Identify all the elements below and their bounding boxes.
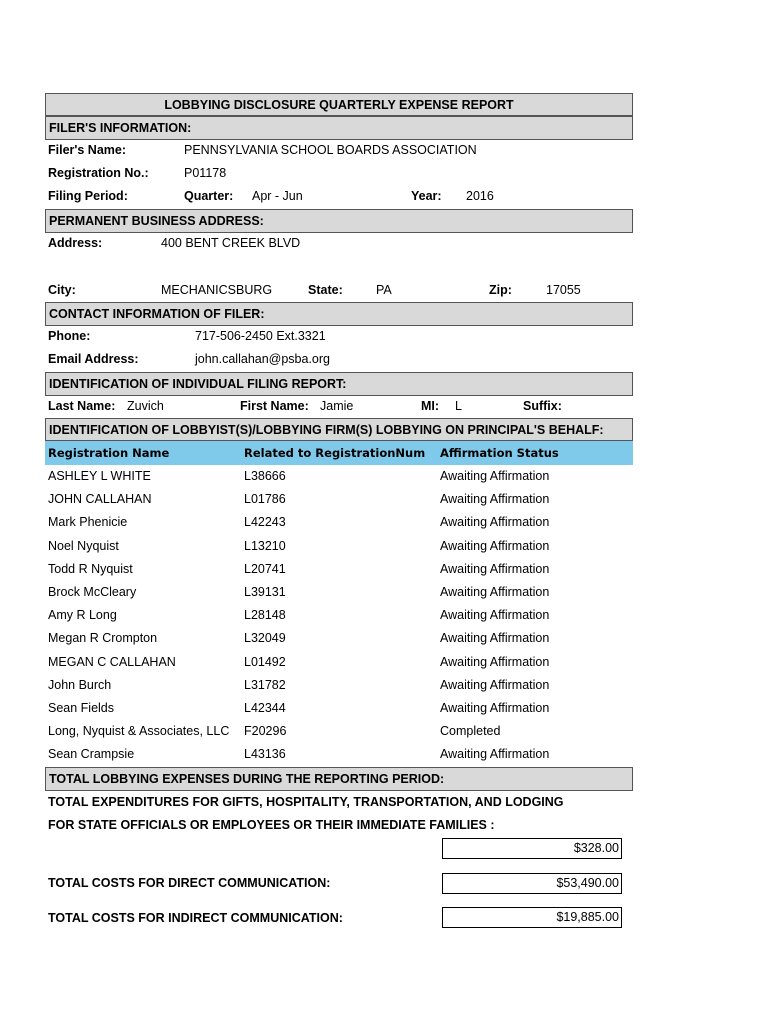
registration-name-cell: Amy R Long [48, 608, 117, 623]
registration-name-cell: Sean Fields [48, 701, 115, 715]
registration-value: P01178 [184, 166, 227, 180]
filer-info-heading-text: FILER'S INFORMATION: [49, 121, 192, 135]
quarter-value: Apr - Jun [252, 189, 303, 203]
state-value: PA [376, 283, 392, 297]
address-label: Address: [48, 236, 103, 250]
affirmation-status-cell: Awaiting Affirmation [440, 608, 550, 623]
table-row [45, 743, 633, 766]
filing-period-label: Filing Period: [48, 189, 128, 203]
contact-heading-text: CONTACT INFORMATION OF FILER: [49, 307, 265, 321]
individual-heading [45, 372, 633, 396]
affirmation-status-cell: Awaiting Affirmation [440, 469, 550, 483]
affirmation-status-cell: Awaiting Affirmation [440, 654, 550, 669]
indirect-communication-amount-field: $19,885.00 [442, 907, 622, 928]
table-row [45, 465, 633, 488]
registration-num-cell: L01492 [244, 654, 286, 669]
mi-label: MI: [421, 399, 440, 413]
registration-name-cell: Brock McCleary [48, 585, 137, 599]
address-heading-text: PERMANENT BUSINESS ADDRESS: [49, 214, 264, 228]
direct-communication-amount-field: $53,490.00 [442, 873, 622, 894]
affirmation-status-cell: Awaiting Affirmation [440, 538, 550, 553]
table-row [45, 535, 633, 558]
first-name-label: First Name: [240, 399, 309, 413]
affirmation-status-cell: Awaiting Affirmation [440, 561, 550, 576]
registration-name-cell: JOHN CALLAHAN [48, 492, 152, 507]
phone-value: 717-506-2450 Ext.3321 [195, 329, 326, 343]
registration-num-cell: L42243 [244, 515, 286, 530]
quarter-label: Quarter: [184, 189, 234, 203]
report-title [45, 93, 633, 116]
lobbyists-heading [45, 418, 633, 441]
affirmation-status-cell: Awaiting Affirmation [440, 515, 550, 530]
registration-name-cell: Mark Phenicie [48, 515, 128, 530]
table-row [45, 558, 633, 581]
table-row [45, 511, 633, 534]
filer-name-value: PENNSYLVANIA SCHOOL BOARDS ASSOCIATION [184, 143, 477, 157]
gifts-label-line2: FOR STATE OFFICIALS OR EMPLOYEES OR THEIR IMMEDIATE FAMILIES : [48, 818, 495, 832]
filer-name-label: Filer's Name: [48, 143, 127, 157]
affirmation-status-cell: Awaiting Affirmation [440, 747, 550, 762]
table-row [45, 651, 633, 674]
affirmation-status-cell: Awaiting Affirmation [440, 631, 550, 646]
last-name-label: Last Name: [48, 399, 116, 413]
registration-num-cell: L39131 [244, 585, 286, 599]
city-value: MECHANICSBURG [161, 283, 273, 297]
column-header-related-registration-num: Related to RegistrationNum [244, 446, 426, 460]
table-row [45, 720, 633, 743]
registration-num-cell: L43136 [244, 747, 286, 762]
indirect-communication-label: TOTAL COSTS FOR INDIRECT COMMUNICATION: [48, 911, 343, 925]
affirmation-status-cell: Awaiting Affirmation [440, 701, 550, 715]
city-label: City: [48, 283, 76, 297]
affirmation-status-cell: Awaiting Affirmation [440, 492, 550, 507]
registration-num-cell: L13210 [244, 538, 286, 553]
registration-name-cell: John Burch [48, 677, 112, 692]
table-row [45, 674, 633, 697]
registration-name-cell: ASHLEY L WHITE [48, 469, 151, 483]
table-row [45, 697, 633, 720]
registration-name-cell: Sean Crampsie [48, 747, 135, 762]
column-header-registration-name: Registration Name [48, 446, 170, 460]
year-label: Year: [411, 189, 442, 203]
registration-name-cell: MEGAN C CALLAHAN [48, 654, 176, 669]
totals-heading-text: TOTAL LOBBYING EXPENSES DURING THE REPORTING PERIOD: [49, 772, 445, 786]
table-row [45, 627, 633, 650]
affirmation-status-cell: Awaiting Affirmation [440, 677, 550, 692]
address-value: 400 BENT CREEK BLVD [161, 236, 301, 250]
table-row [45, 488, 633, 511]
contact-heading [45, 302, 633, 326]
lobbyists-table-header [45, 441, 633, 465]
zip-label: Zip: [489, 283, 512, 297]
registration-num-cell: L42344 [244, 701, 286, 715]
last-name-value: Zuvich [127, 399, 164, 413]
registration-num-cell: L32049 [244, 631, 286, 646]
mi-value: L [455, 399, 462, 413]
individual-heading-text: IDENTIFICATION OF INDIVIDUAL FILING REPORT: [49, 377, 347, 391]
gifts-label-line1: TOTAL EXPENDITURES FOR GIFTS, HOSPITALITY, TRANSPORTATION, AND LODGING [48, 795, 564, 809]
gifts-amount-field: $328.00 [442, 838, 622, 859]
affirmation-status-cell: Awaiting Affirmation [440, 585, 550, 599]
table-row [45, 581, 633, 604]
year-value: 2016 [466, 189, 494, 203]
registration-num-cell: F20296 [244, 724, 287, 739]
filer-info-heading [45, 116, 633, 140]
registration-num-cell: L38666 [244, 469, 286, 483]
registration-label: Registration No.: [48, 166, 149, 180]
suffix-label: Suffix: [523, 399, 562, 413]
totals-heading [45, 767, 633, 791]
state-label: State: [308, 283, 343, 297]
affirmation-status-cell: Completed [440, 724, 501, 739]
registration-name-cell: Todd R Nyquist [48, 561, 133, 576]
phone-label: Phone: [48, 329, 91, 343]
registration-name-cell: Noel Nyquist [48, 538, 119, 553]
address-heading [45, 209, 633, 233]
table-row [45, 604, 633, 627]
report-title-text: LOBBYING DISCLOSURE QUARTERLY EXPENSE REPORT [164, 97, 514, 112]
registration-num-cell: L28148 [244, 608, 286, 623]
lobbyists-heading-text: IDENTIFICATION OF LOBBYIST(S)/LOBBYING FIRM(S) LOBBYING ON PRINCIPAL'S BEHALF: [49, 422, 604, 437]
email-value: john.callahan@psba.org [195, 352, 331, 366]
registration-name-cell: Megan R Crompton [48, 631, 158, 646]
registration-num-cell: L01786 [244, 492, 286, 507]
direct-communication-label: TOTAL COSTS FOR DIRECT COMMUNICATION: [48, 876, 331, 890]
column-header-affirmation-status: Affirmation Status [440, 446, 559, 460]
first-name-value: Jamie [320, 399, 354, 413]
registration-num-cell: L20741 [244, 561, 286, 576]
zip-value: 17055 [546, 283, 581, 297]
registration-num-cell: L31782 [244, 677, 286, 692]
registration-name-cell: Long, Nyquist & Associates, LLC [48, 724, 230, 739]
email-label: Email Address: [48, 352, 139, 366]
